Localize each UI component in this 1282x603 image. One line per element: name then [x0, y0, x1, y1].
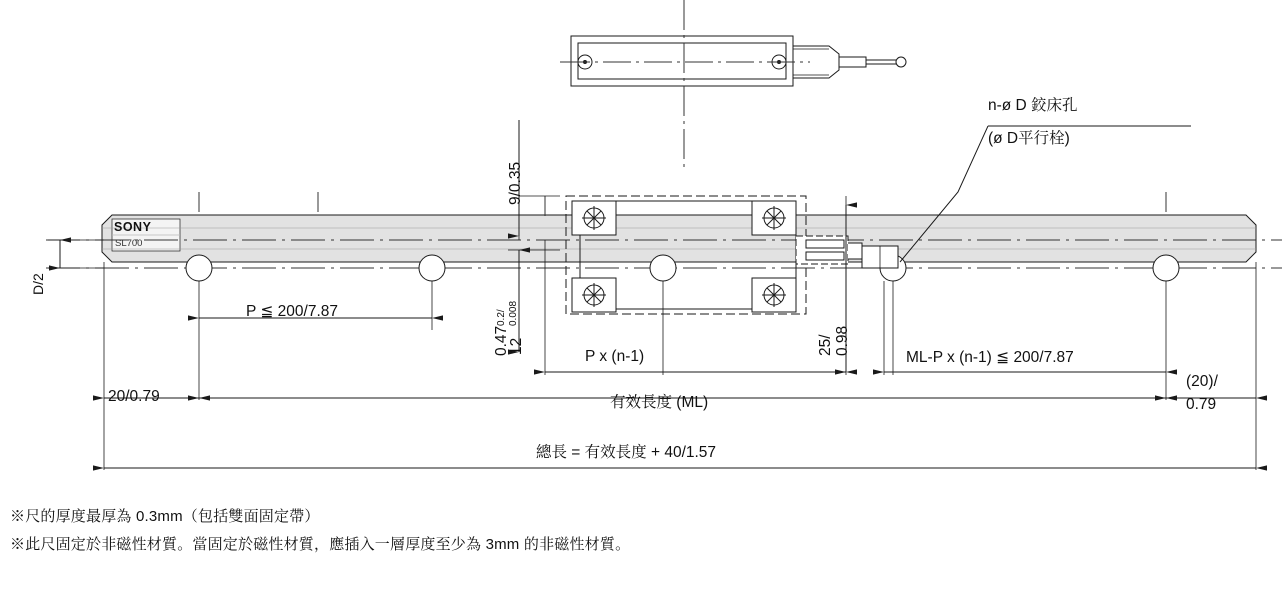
dim-label-12-tol-lower: 0.008: [508, 300, 519, 326]
reamer-hole-callout-line1: n-ø D 鉸床孔: [988, 97, 1078, 114]
scale-bar: [102, 215, 1256, 262]
dim-label-20-right-top: (20)/: [1186, 373, 1218, 390]
dim-label-p-times-n: P x (n-1): [585, 348, 645, 365]
dim-label-25-inch: 0.98: [834, 325, 851, 356]
note-line-2: ※此尺固定於非磁性材質。當固定於磁性材質，應插入一層厚度至少為 3mm 的非磁性材質。: [10, 536, 631, 553]
dim-label-9-035: 9/0.35: [507, 161, 524, 205]
dim-label-20-left: 20/0.79: [108, 388, 160, 405]
scale-model-label: SL700: [115, 238, 143, 249]
dim-label-12-inch: 0.47: [493, 325, 510, 356]
dim-d-half: [48, 240, 104, 268]
dim-label-12-tol-upper: 0.2/: [496, 309, 507, 326]
note-line-1: ※尺的厚度最厚為 0.3mm（包括雙面固定帶）: [10, 508, 320, 525]
scale-brand-label: SONY: [114, 220, 152, 234]
dim-label-25: 25/: [817, 334, 834, 356]
dim-label-20-right-bottom: 0.79: [1186, 396, 1217, 413]
reamer-hole-detail: [862, 246, 898, 268]
dim-label-total-length: 總長 = 有效長度 + 40/1.57: [536, 444, 717, 461]
dim-label-ml-minus: ML-P x (n-1) ≦ 200/7.87: [906, 349, 1074, 366]
read-head-top-view: [571, 36, 906, 86]
dim-label-pitch: P ≦ 200/7.87: [246, 303, 338, 320]
reamer-hole-callout-line2: (ø D平行栓): [988, 130, 1070, 147]
dim-label-d-half: D/2: [30, 273, 46, 295]
dim-label-12: 12: [508, 337, 525, 355]
dim-label-effective-length: 有效長度 (ML): [610, 394, 709, 411]
